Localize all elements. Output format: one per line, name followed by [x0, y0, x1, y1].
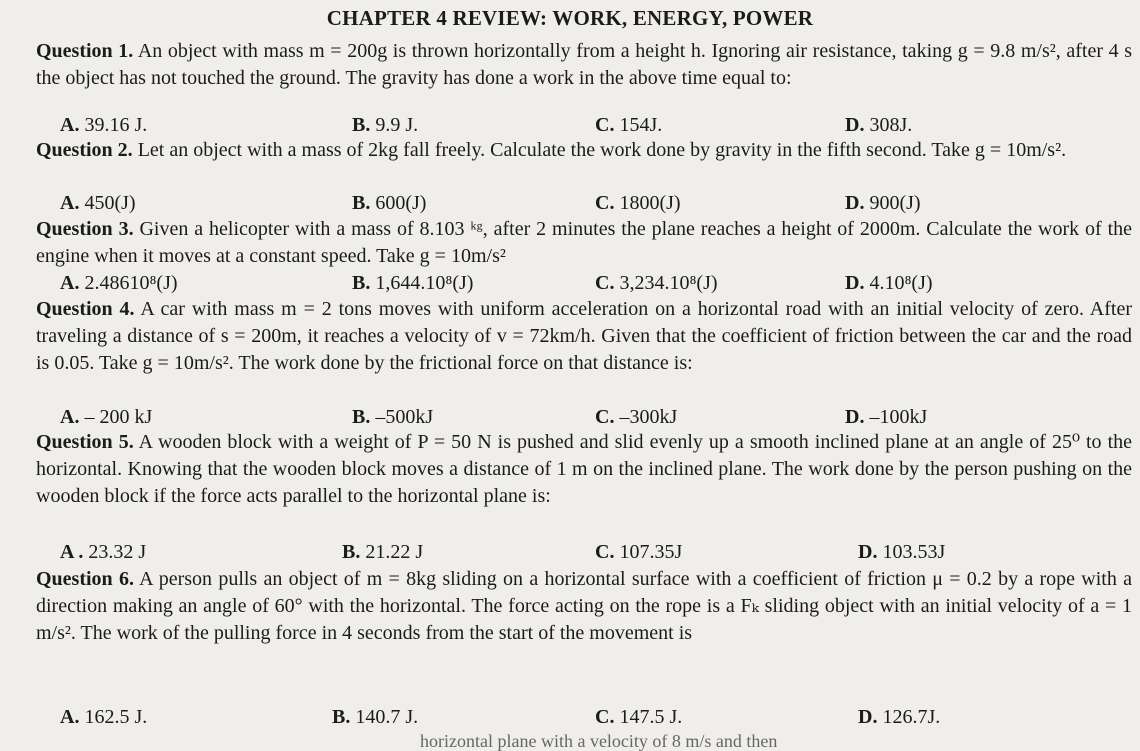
- question-6: [36, 566, 1132, 648]
- question-label: Question 5.: [36, 431, 134, 453]
- question-text: Let an object with a mass of 2kg fall freely. Calculate the work done by gravity in the fifth second. Take g = 10m/s².: [137, 139, 1067, 161]
- question-5-options: [60, 539, 1120, 565]
- question-6-options: [60, 704, 1120, 730]
- option-a: A . 23.32 J: [60, 541, 147, 563]
- option-b: B. 600(J): [352, 192, 427, 214]
- option-d: D. 126.7J.: [858, 706, 941, 728]
- option-a: A. 162.5 J.: [60, 706, 148, 728]
- option-d: D. –100kJ: [845, 406, 928, 428]
- question-1: [36, 38, 1132, 92]
- option-c: C. 147.5 J.: [595, 706, 683, 728]
- option-a: A. – 200 kJ: [60, 406, 153, 428]
- question-label: Question 6.: [36, 568, 134, 590]
- option-c: C. 107.35J: [595, 541, 683, 563]
- question-label: Question 1.: [36, 40, 134, 62]
- question-2: [36, 137, 1132, 164]
- question-text: A person pulls an object of m = 8kg sliding on a horizontal surface with a coefficient of friction μ = 0.2 by a rope with a direction making an angle of 60° with the horizontal. The force acting on the rope is a Fₖ sliding object with an initial velocity of a = 1 m/s². The work of the pulling force in 4 seconds from the start of the movement is: [36, 568, 1132, 645]
- option-d: D. 4.10⁸(J): [845, 272, 933, 294]
- option-d: D. 103.53J: [858, 541, 946, 563]
- option-c: C. 3,234.10⁸(J): [595, 272, 718, 294]
- page-title: CHAPTER 4 REVIEW: WORK, ENERGY, POWER: [326, 6, 814, 30]
- option-d: D. 900(J): [845, 192, 921, 214]
- question-1-options: [60, 112, 1120, 138]
- question-5: [36, 429, 1132, 511]
- question-text: Given a helicopter with a mass of 8.103 ᵏᵍ, after 2 minutes the plane reaches a height of 2000m. Calculate the work of the engine when it moves at a constant speed. Take g = 10m/s²: [36, 218, 1133, 268]
- option-a: A. 39.16 J.: [60, 114, 148, 136]
- question-label: Question 3.: [36, 218, 134, 240]
- question-4: [36, 296, 1132, 378]
- option-a: A. 2.48610⁸(J): [60, 272, 178, 294]
- question-text: A wooden block with a weight of P = 50 N is pushed and slid evenly up a smooth inclined plane at an angle of 25⁰ to the horizontal. Knowing that the wooden block moves a distance of 1 m on the inclined plane. The work done by the person pushing on the wooden block if the force acts parallel to the horizontal plane is:: [36, 431, 1133, 508]
- option-c: C. 1800(J): [595, 192, 681, 214]
- question-3-options: [60, 270, 1120, 296]
- option-c: C. –300kJ: [595, 406, 678, 428]
- option-c: C. 154J.: [595, 114, 663, 136]
- option-b: B. 9.9 J.: [352, 114, 419, 136]
- option-b: B. 21.22 J: [342, 541, 424, 563]
- question-label: Question 2.: [36, 139, 133, 161]
- question-text: A car with mass m = 2 tons moves with uniform acceleration on a horizontal road with an initial velocity of zero. After traveling a distance of s = 200m, it reaches a velocity of v = 72km/h. Given that the coefficient of friction between the car and the road is 0.05. Take g = 10m/s². The work done by the frictional force on that distance is:: [36, 298, 1133, 375]
- question-3: [36, 216, 1132, 270]
- question-label: Question 4.: [36, 298, 135, 320]
- option-b: B. –500kJ: [352, 406, 434, 428]
- question-2-options: [60, 190, 1120, 216]
- option-b: B. 1,644.10⁸(J): [352, 272, 474, 294]
- option-a: A. 450(J): [60, 192, 136, 214]
- option-d: D. 308J.: [845, 114, 913, 136]
- question-text: An object with mass m = 200g is thrown horizontally from a height h. Ignoring air resistance, taking g = 9.8 m/s², after 4 s the object has not touched the ground. The gravity has done a work in the above time equal to:: [36, 40, 1132, 90]
- question-4-options: [60, 404, 1120, 430]
- option-b: B. 140.7 J.: [332, 706, 419, 728]
- cutoff-next-line: horizontal plane with a velocity of 8 m/s and then: [420, 731, 778, 751]
